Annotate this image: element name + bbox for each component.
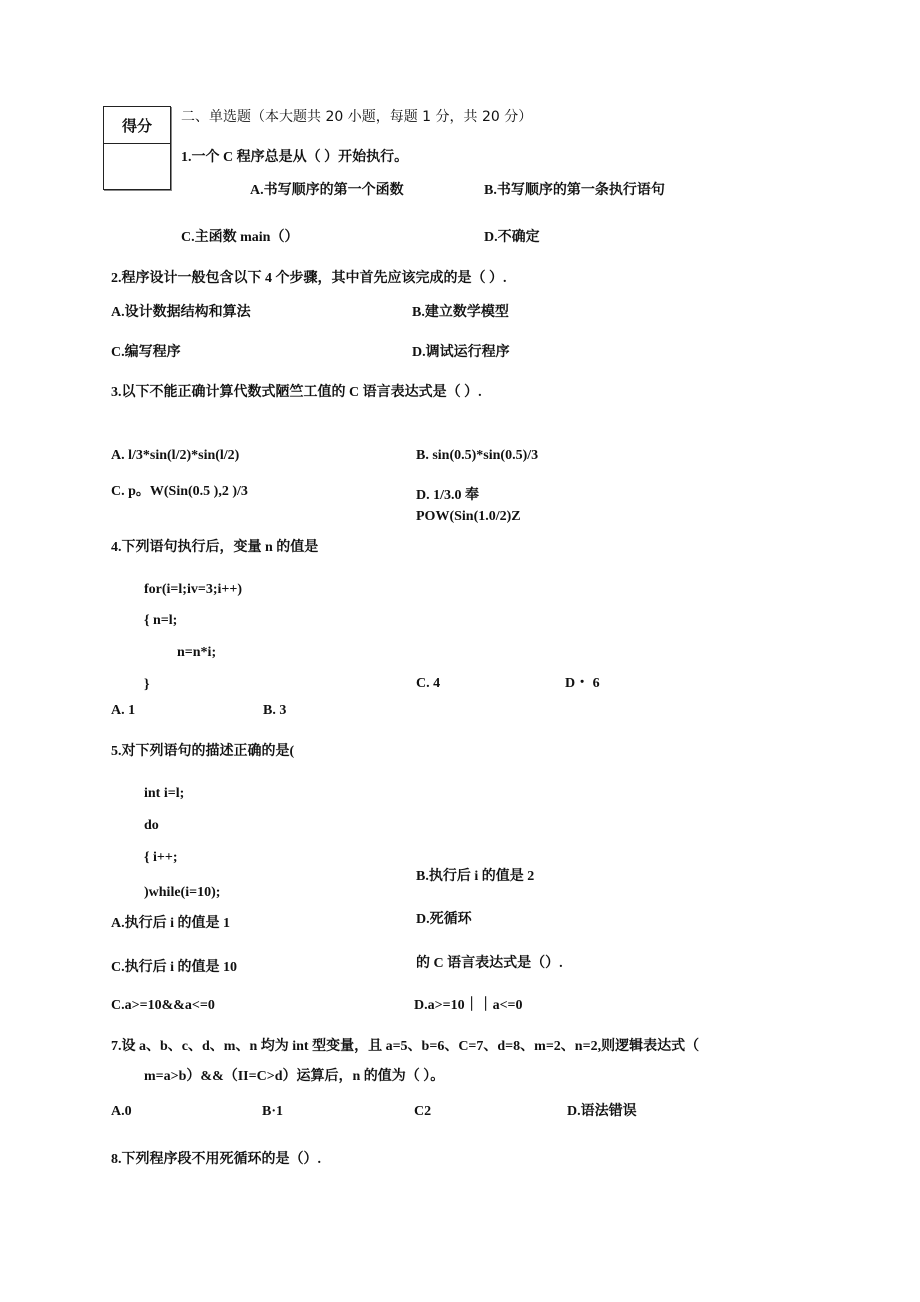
q1-option-a: A.书写顺序的第一个函数 <box>250 183 404 198</box>
q4-code-line: n=n*i; <box>177 645 217 660</box>
q2-option-a: A.设计数据结构和算法 <box>111 305 251 320</box>
q6-stem-fragment: 的 C 语言表达式是（）. <box>416 956 563 971</box>
q5-option-a: A.执行后 i 的值是 1 <box>111 916 230 931</box>
q2-option-d: D.调试运行程序 <box>412 345 510 360</box>
q3-option-a: A. l/3*sin(l/2)*sin(l/2) <box>111 448 240 463</box>
q6-option-d: D.a>=10｜｜a<=0 <box>414 998 523 1013</box>
q5-code-line: { i++; <box>144 850 178 865</box>
q7-option-b: B·1 <box>262 1104 284 1119</box>
q1-option-c: C.主函数 main（） <box>181 230 299 245</box>
q1-option-d: D.不确定 <box>484 230 540 245</box>
q3-option-d-line2: POW(Sin(1.0/2)Z <box>416 509 521 524</box>
q5-stem: 5.对下列语句的描述正确的是( <box>111 744 295 759</box>
q1-stem: 1.一个 C 程序总是从（ ）开始执行。 <box>181 150 409 165</box>
q7-option-a: A.0 <box>111 1104 132 1119</box>
q5-option-c: C.执行后 i 的值是 10 <box>111 960 237 975</box>
q7-stem-line1: 7.设 a、b、c、d、m、n 均为 int 型变量，且 a=5、b=6、C=7、d=8、m=2、n=2,则逻辑表达式（ <box>111 1039 700 1054</box>
q4-code-line: for(i=l;iv=3;i++) <box>144 582 242 597</box>
q1-option-b: B.书写顺序的第一条执行语句 <box>484 183 665 198</box>
q4-option-d: D・ 6 <box>565 676 600 691</box>
q3-option-b: B. sin(0.5)*sin(0.5)/3 <box>416 448 539 463</box>
q4-option-a: A. 1 <box>111 703 136 718</box>
q2-option-c: C.编写程序 <box>111 345 181 360</box>
q6-option-c: C.a>=10&&a<=0 <box>111 998 215 1013</box>
q4-option-b: B. 3 <box>263 703 287 718</box>
q5-code-line: int i=l; <box>144 786 185 801</box>
q4-stem: 4.下列语句执行后，变量 n 的值是 <box>111 540 319 555</box>
q5-code-line: )while(i=10); <box>144 885 221 900</box>
q7-stem-line2: m=a>b）&&（II=C>d）运算后，n 的值为（ ）。 <box>144 1069 445 1084</box>
q3-option-d-line1: D. 1/3.0 奉 <box>416 488 479 503</box>
q5-option-d: D.死循环 <box>416 912 472 927</box>
q5-code-line: do <box>144 818 159 833</box>
q3-option-c: C. p。W(Sin(0.5 ),2 )/3 <box>111 484 248 499</box>
q4-code-line: { n=l; <box>144 613 178 628</box>
section-title: 二、单选题（本大题共 20 小题，每题 1 分，共 20 分） <box>181 109 533 125</box>
q7-option-c: C2 <box>414 1104 432 1119</box>
q4-code-line: } <box>144 677 150 692</box>
q3-stem: 3.以下不能正确计算代数式陋竺工值的 C 语言表达式是（ ）. <box>111 385 482 400</box>
score-box <box>103 106 171 190</box>
q2-stem: 2.程序设计一般包含以下 4 个步骤，其中首先应该完成的是（ ）. <box>111 271 507 286</box>
q2-option-b: B.建立数学模型 <box>412 305 509 320</box>
q5-option-b: B.执行后 i 的值是 2 <box>416 869 535 884</box>
q4-option-c: C. 4 <box>416 676 441 691</box>
q7-option-d: D.语法错误 <box>567 1104 637 1119</box>
q8-stem: 8.下列程序段不用死循环的是（）. <box>111 1152 321 1167</box>
score-label: 得分 <box>104 107 170 144</box>
